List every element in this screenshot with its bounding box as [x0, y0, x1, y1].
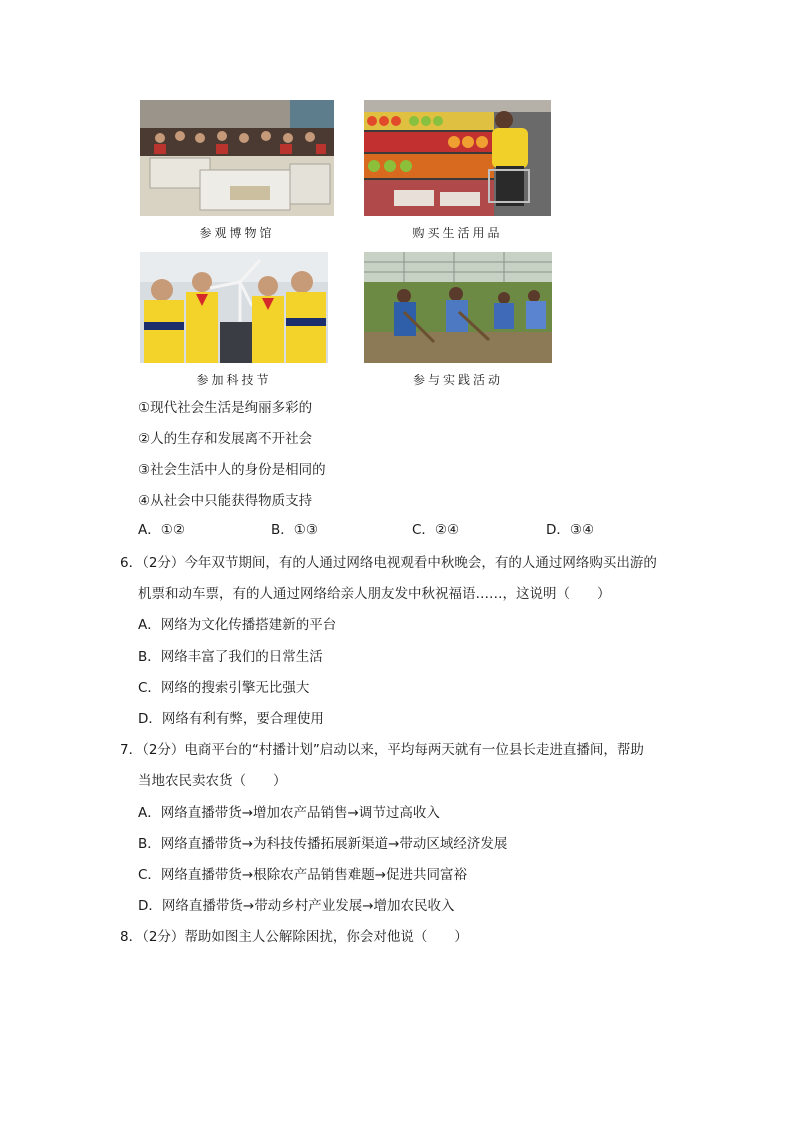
q6-option-a[interactable]: A．网络为文化传播搭建新的平台: [138, 617, 337, 633]
q7-option-c[interactable]: C．网络直播带货→根除农产品销售难题→促进共同富裕: [138, 867, 468, 883]
q5-option-a[interactable]: A．①②: [138, 522, 185, 538]
q5-option-c[interactable]: C．②④: [412, 522, 460, 538]
museum-caption: 参观博物馆: [199, 226, 275, 240]
q7-option-b[interactable]: B．网络直播带货→为科技传播拓展新渠道→带动区域经济发展: [138, 836, 508, 852]
q6-option-b[interactable]: B．网络丰富了我们的日常生活: [138, 649, 323, 665]
practice-activity-photo: [364, 252, 552, 363]
practice-activity-caption: 参与实践活动: [412, 373, 503, 387]
q5-statement-2: ②人的生存和发展离不开社会: [138, 431, 313, 447]
q8-stem-line-1: 8．（2分）帮助如图主人公解除困扰，你会对他说（ ）: [120, 929, 468, 945]
q7-stem-line-1: 7．（2分）电商平台的“村播计划”启动以来，平均每两天就有一位县长走进直播间，帮助: [120, 742, 644, 758]
q6-stem-line-2: 机票和动车票，有的人通过网络给亲人朋友发中秋祝福语……，这说明（ ）: [138, 586, 611, 602]
shopping-photo: [364, 100, 551, 216]
q5-statement-3: ③社会生活中人的身份是相同的: [138, 462, 326, 478]
q7-stem-line-2: 当地农民卖农货（ ）: [138, 773, 287, 789]
q5-statement-1: ①现代社会生活是绚丽多彩的: [138, 400, 313, 416]
q7-option-d[interactable]: D．网络直播带货→带动乡村产业发展→增加农民收入: [138, 898, 455, 914]
q6-option-c[interactable]: C．网络的搜索引擎无比强大: [138, 680, 310, 696]
science-festival-caption: 参加科技节: [196, 373, 272, 387]
q5-option-b[interactable]: B．①③: [271, 522, 318, 538]
q5-statement-4: ④从社会中只能获得物质支持: [138, 493, 313, 509]
q6-stem-line-1: 6．（2分）今年双节期间，有的人通过网络电视观看中秋晚会，有的人通过网络购买出游的: [120, 555, 657, 571]
q6-option-d[interactable]: D．网络有利有弊，要合理使用: [138, 711, 324, 727]
museum-photo: [140, 100, 334, 216]
q5-option-d[interactable]: D．③④: [546, 522, 595, 538]
science-festival-photo: [140, 252, 328, 363]
q7-option-a[interactable]: A．网络直播带货→增加农产品销售→调节过高收入: [138, 805, 440, 821]
shopping-caption: 购买生活用品: [412, 226, 503, 240]
